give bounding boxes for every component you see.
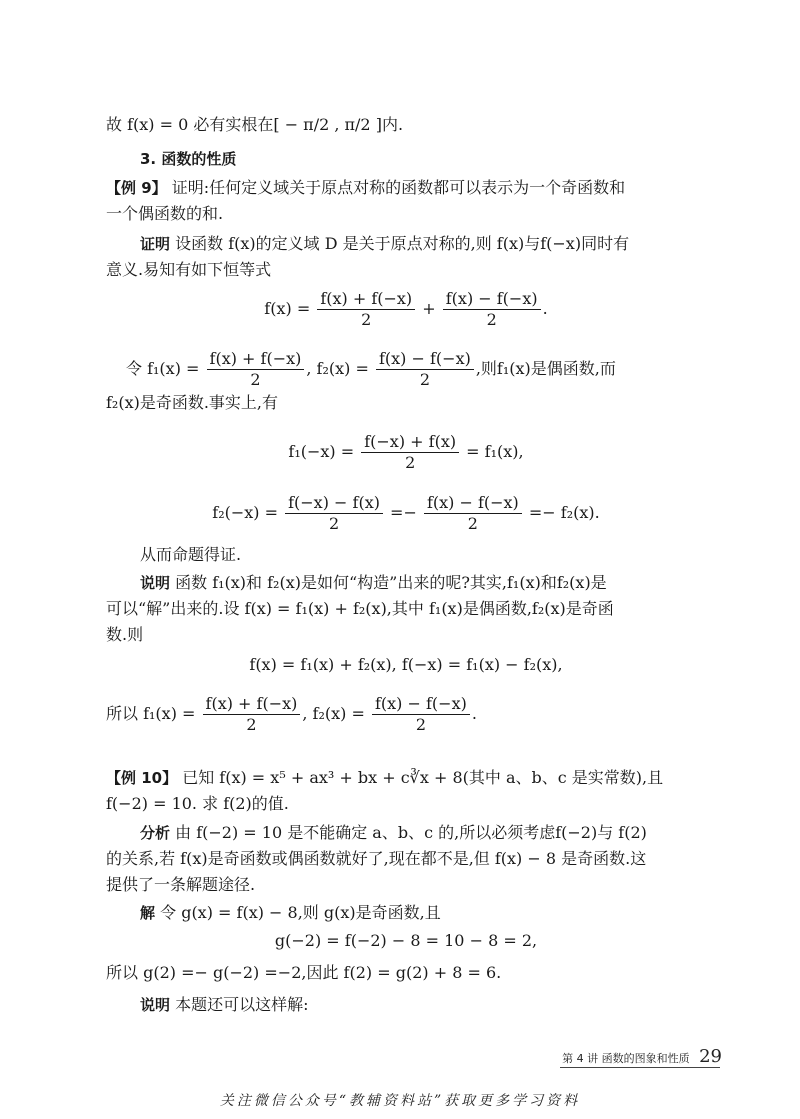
proof-line-1: [140, 233, 740, 255]
proof-line-2: [106, 259, 706, 281]
example-10-line-2: [106, 793, 706, 815]
example-10-text-a: 已知 f(x) = x⁵ + ax³ + bx + c∛x + 8(其中 a、b、c 是实常数),且: [182, 768, 664, 787]
def-fraction-2: $\frac{f(x) - f(-x)}{2}$: [376, 349, 474, 390]
equation-f1-even: f₁(−x) = $\frac{f(-x) + f(x)}{2}$ = f₁(x),: [288, 432, 524, 472]
solution-text-a: 令 g(x) = f(x) − 8,则 g(x)是奇函数,且: [160, 903, 441, 922]
bottom-note: 关注微信公众号“教辅资料站”获取更多学习资料: [219, 1093, 581, 1109]
proof-text-a: 设函数 f(x)的定义域 D 是关于原点对称的,则 f(x)与f(−x)同时有: [175, 234, 630, 253]
proof-text-b: 意义.易知有如下恒等式: [106, 260, 272, 279]
note2-line: [140, 994, 740, 1016]
footer-rule: [560, 1067, 720, 1068]
note-text-c: 数.则: [106, 625, 144, 644]
section-title: 3. 函数的性质: [140, 150, 237, 168]
note-line-1: [140, 572, 740, 594]
equation-decomposition: [106, 654, 706, 676]
page-number: 29: [699, 1046, 722, 1067]
example-10-line-1: [106, 767, 706, 789]
eq4-text: f(x) = f₁(x) + f₂(x), f(−x) = f₁(x) − f₂(x),: [249, 655, 563, 674]
solution-label: 解: [140, 904, 156, 922]
example-9-line-1: [106, 177, 706, 199]
equation-g: [106, 930, 706, 952]
note2-text: 本题还可以这样解:: [175, 995, 309, 1014]
page-footer: [562, 1046, 722, 1067]
conclusion-text: 从而命题得证.: [140, 545, 242, 564]
equation-identity: f(x) = $\frac{f(x) + f(-x)}{2}$ + $\frac{f(x) - f(-x)}{2}$ .: [264, 289, 548, 329]
analysis-line-1: [140, 822, 740, 844]
result-fraction-2: $\frac{f(x) - f(-x)}{2}$: [372, 694, 470, 735]
example-10-label: 【例 10】: [106, 769, 178, 787]
analysis-line-2: [106, 848, 706, 870]
def-fraction-1: $\frac{f(x) + f(-x)}{2}$: [207, 349, 305, 390]
eq1-lhs: f(x) =: [264, 299, 311, 318]
analysis-text-b: 的关系,若 f(x)是奇函数或偶函数就好了,现在都不是,但 f(x) − 8 是奇函数.这: [106, 849, 647, 868]
analysis-label: 分析: [140, 824, 171, 842]
line-f2-odd: [106, 392, 706, 414]
example-9-text-b: 一个偶函数的和.: [106, 204, 224, 223]
eq1-fraction-2: $\frac{f(x) - f(-x)}{2}$: [443, 289, 541, 330]
def-prefix: 令 f₁(x) =: [126, 359, 200, 378]
solution-line-2: [106, 962, 706, 984]
eq3-fraction-1: $\frac{f(-x) - f(x)}{2}$: [285, 493, 383, 534]
note-label: 说明: [140, 574, 171, 592]
conclusion-line: [140, 544, 740, 566]
proof-label: 证明: [140, 235, 171, 253]
result-line: 所以 f₁(x) = $\frac{f(x) + f(-x)}{2}$ , f₂(x) = $\frac{f(x) - f(-x)}{2}$ .: [106, 694, 477, 734]
example-9-label: 【例 9】: [106, 179, 167, 197]
footer-chapter: 第 4 讲 函数的图象和性质: [562, 1052, 690, 1065]
example-9-line-2: [106, 203, 706, 225]
solution-text-b: 所以 g(2) =− g(−2) =−2,因此 f(2) = g(2) + 8 = 6.: [106, 963, 502, 982]
analysis-text-a: 由 f(−2) = 10 是不能确定 a、b、c 的,所以必须考虑f(−2)与 f(2): [175, 823, 647, 842]
text-f2-odd: f₂(x)是奇函数.事实上,有: [106, 393, 279, 412]
eq1-plus: +: [422, 299, 436, 318]
note-line-2: [106, 598, 706, 620]
analysis-line-3: [106, 874, 706, 896]
note2-label: 说明: [140, 996, 171, 1014]
solution-line-1: [140, 902, 740, 924]
equation-f2-odd: f₂(−x) = $\frac{f(-x) - f(x)}{2}$ =− $\frac{f(x) - f(-x)}{2}$ =− f₂(x).: [212, 493, 600, 533]
section-heading: [140, 148, 740, 170]
note-text-b: 可以“解”出来的.设 f(x) = f₁(x) + f₂(x),其中 f₁(x)是偶函数,f₂(x)是奇函: [106, 599, 614, 618]
eq1-fraction-1: $\frac{f(x) + f(-x)}{2}$: [317, 289, 415, 330]
eq3-fraction-2: $\frac{f(x) - f(-x)}{2}$: [424, 493, 522, 534]
analysis-text-c: 提供了一条解题途径.: [106, 875, 256, 894]
text-real-root: 故 f(x) = 0 必有实根在[ − π/2 , π/2 ]内.: [106, 115, 404, 134]
note-line-3: [106, 624, 706, 646]
note-text-a: 函数 f₁(x)和 f₂(x)是如何“构造”出来的呢?其实,f₁(x)和f₂(x)是: [175, 573, 607, 592]
definition-f1-f2: 令 f₁(x) = $\frac{f(x) + f(-x)}{2}$ , f₂(x) = $\frac{f(x) - f(-x)}{2}$ ,则f₁(x)是偶函数,而: [126, 349, 616, 389]
eq2-fraction: $\frac{f(-x) + f(x)}{2}$: [361, 432, 459, 473]
result-fraction-1: $\frac{f(x) + f(-x)}{2}$: [203, 694, 301, 735]
example-9-text-a: 证明:任何定义域关于原点对称的函数都可以表示为一个奇函数和: [171, 178, 626, 197]
line-real-root: [106, 114, 706, 136]
example-10-text-b: f(−2) = 10. 求 f(2)的值.: [106, 794, 289, 813]
eq5-text: g(−2) = f(−2) − 8 = 10 − 8 = 2,: [274, 931, 538, 950]
